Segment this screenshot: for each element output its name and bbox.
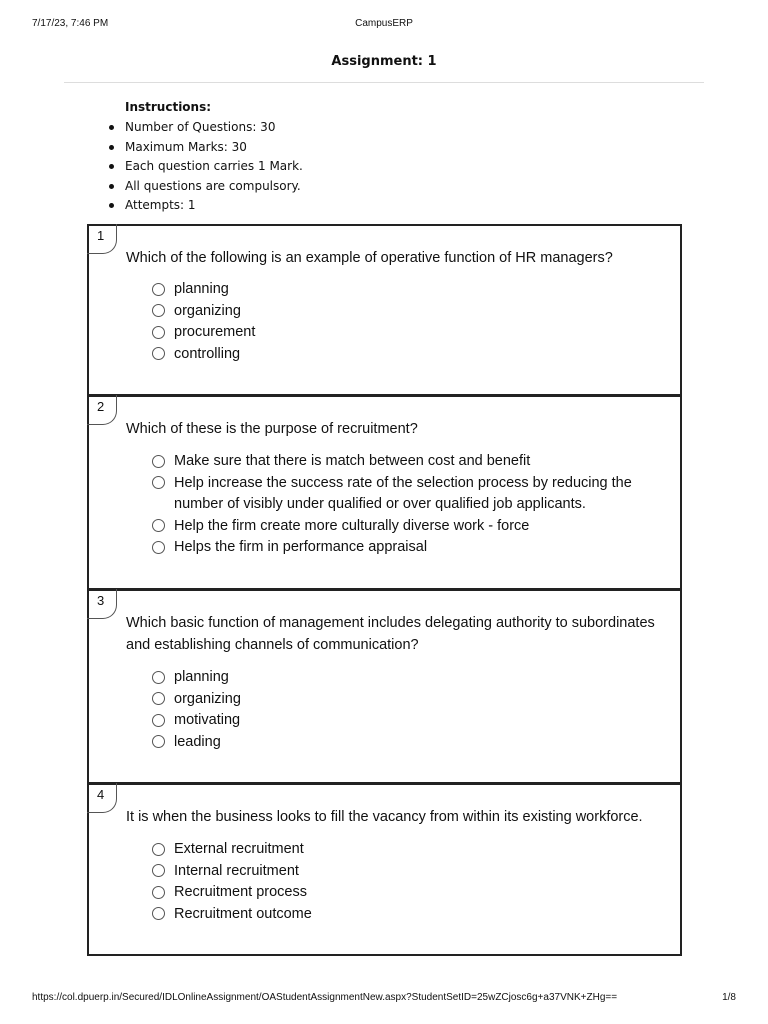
option-label: controlling [174,345,241,362]
option-list [152,451,644,559]
question-card-4 [87,783,682,956]
answer-option[interactable] [152,344,644,366]
print-app-name: CampusERP [355,18,413,29]
page-indicator: 1/8 [722,992,736,1003]
option-label: organizing [174,302,241,319]
radio-button[interactable] [152,304,165,317]
option-label: planning [174,281,229,297]
radio-button[interactable] [152,886,165,899]
radio-button[interactable] [152,907,165,920]
answer-option[interactable] [152,904,644,926]
instruction-item: Attempts: 1 [125,196,303,216]
answer-option[interactable] [152,839,644,861]
question-number: 1 [87,224,117,254]
option-list [152,839,644,925]
option-label: planning [174,669,229,685]
question-text: Which basic function of management includes delegating authority to subordinates and establishing channels of communication? [126,615,655,653]
instruction-item: Each question carries 1 Mark. [125,157,303,177]
instructions-list [125,118,303,216]
question-card-1 [87,224,682,396]
radio-button[interactable] [152,326,165,339]
question-text: Which of these is the purpose of recruitment? [126,421,418,437]
radio-button[interactable] [152,735,165,748]
answer-option[interactable] [152,279,644,301]
page-url: https://col.dpuerp.in/Secured/IDLOnlineAssignment/OAStudentAssignmentNew.aspx?StudentSetID=25wZCjosc6g+a37VNK+ZHg== [32,992,618,1003]
option-label: Help the firm create more culturally diverse work - force [174,517,530,534]
answer-option[interactable] [152,882,644,904]
option-label: motivating [174,712,241,728]
instruction-item: Maximum Marks: 30 [125,138,303,158]
page-title: Assignment: 1 [331,54,437,69]
question-number: 3 [87,589,117,619]
instruction-item: All questions are compulsory. [125,177,303,197]
radio-button[interactable] [152,714,165,727]
option-label: Helps the firm in performance appraisal [174,539,428,555]
question-card-2 [87,395,682,590]
answer-option[interactable] [152,301,644,323]
radio-button[interactable] [152,671,165,684]
radio-button[interactable] [152,864,165,877]
option-label: leading [174,733,221,750]
answer-option[interactable] [152,710,644,732]
instructions-heading: Instructions: [125,100,212,114]
instructions-block [125,98,303,216]
option-list [152,279,644,365]
radio-button[interactable] [152,541,165,554]
question-text: Which of the following is an example of operative function of HR managers? [126,250,613,266]
print-footer [32,992,736,1006]
option-label: Recruitment process [174,884,307,900]
answer-option[interactable] [152,689,644,711]
option-label: organizing [174,690,241,707]
radio-button[interactable] [152,692,165,705]
radio-button[interactable] [152,476,165,489]
answer-option[interactable] [152,732,644,754]
answer-option[interactable] [152,451,644,473]
radio-button[interactable] [152,347,165,360]
radio-button[interactable] [152,843,165,856]
print-datetime: 7/17/23, 7:46 PM [32,18,109,29]
option-label: Internal recruitment [174,862,299,879]
question-number: 2 [87,395,117,425]
answer-option[interactable] [152,537,644,559]
answer-option[interactable] [152,516,644,538]
option-label: procurement [174,324,256,340]
question-card-3 [87,589,682,784]
option-list [152,667,644,753]
radio-button[interactable] [152,519,165,532]
print-header [32,18,736,32]
option-label: External recruitment [174,841,304,857]
answer-option[interactable] [152,473,644,516]
option-label: Make sure that there is match between cost and benefit [174,453,531,469]
answer-option[interactable] [152,322,644,344]
title-divider [64,82,704,83]
option-label: Help increase the success rate of the selection process by reducing the number of visibly under qualified or over qualified job applicants. [174,474,632,512]
answer-option[interactable] [152,667,644,689]
option-label: Recruitment outcome [174,905,312,922]
instruction-item: Number of Questions: 30 [125,118,303,138]
question-text: It is when the business looks to fill the vacancy from within its existing workforce. [126,809,643,825]
question-number: 4 [87,783,117,813]
radio-button[interactable] [152,283,165,296]
radio-button[interactable] [152,455,165,468]
answer-option[interactable] [152,861,644,883]
